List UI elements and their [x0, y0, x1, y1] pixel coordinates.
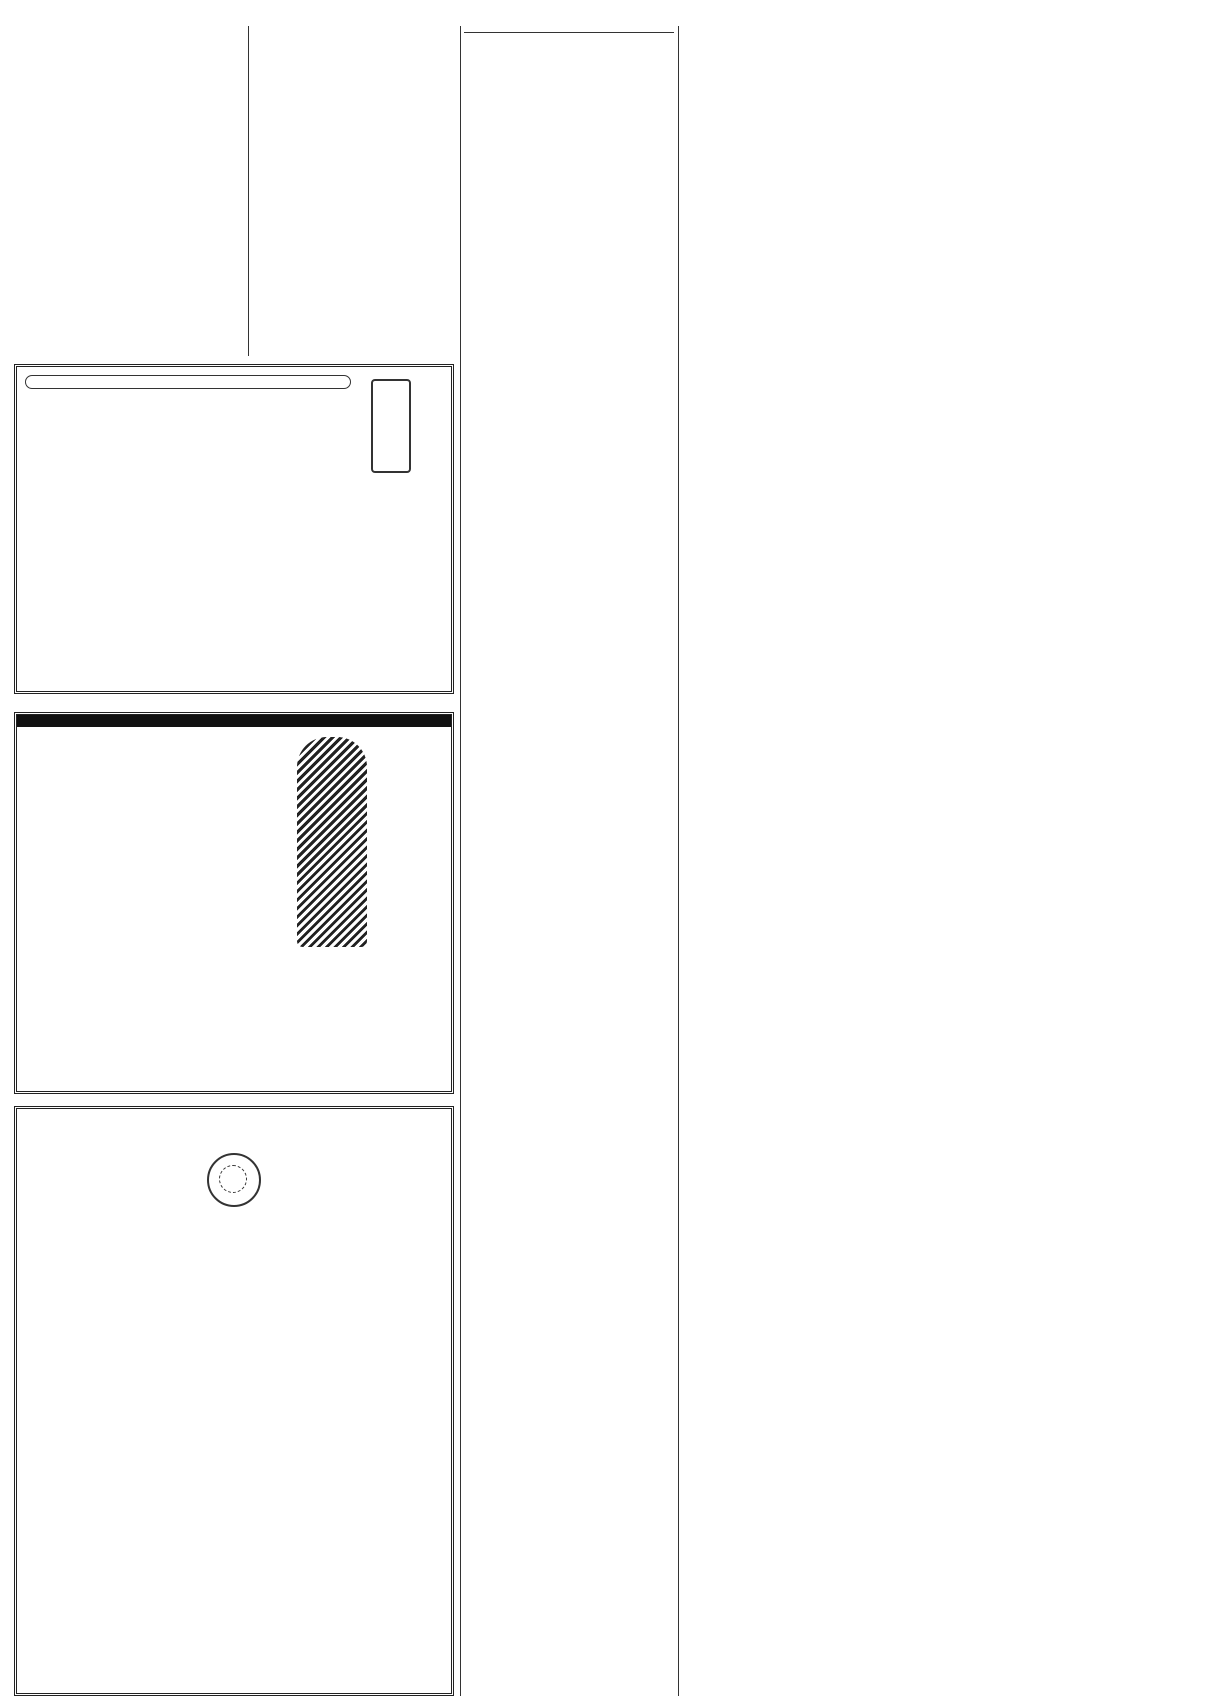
column-rule: [460, 26, 461, 1696]
ad-dickerson: [14, 364, 454, 694]
ad-hinkle: [14, 712, 454, 1094]
column-rule: [248, 26, 249, 356]
locals-heading: [464, 32, 674, 33]
article-continued: [252, 26, 442, 30]
fdic-seal-icon: [207, 1153, 261, 1207]
ad-banner: [17, 715, 451, 727]
candle-icon: [371, 379, 411, 473]
article-talent: [16, 26, 244, 32]
ad-bank: [14, 1106, 454, 1696]
column-rule: [678, 26, 679, 1696]
womans-club-col: [464, 26, 674, 37]
skier-illustration: [297, 737, 367, 947]
